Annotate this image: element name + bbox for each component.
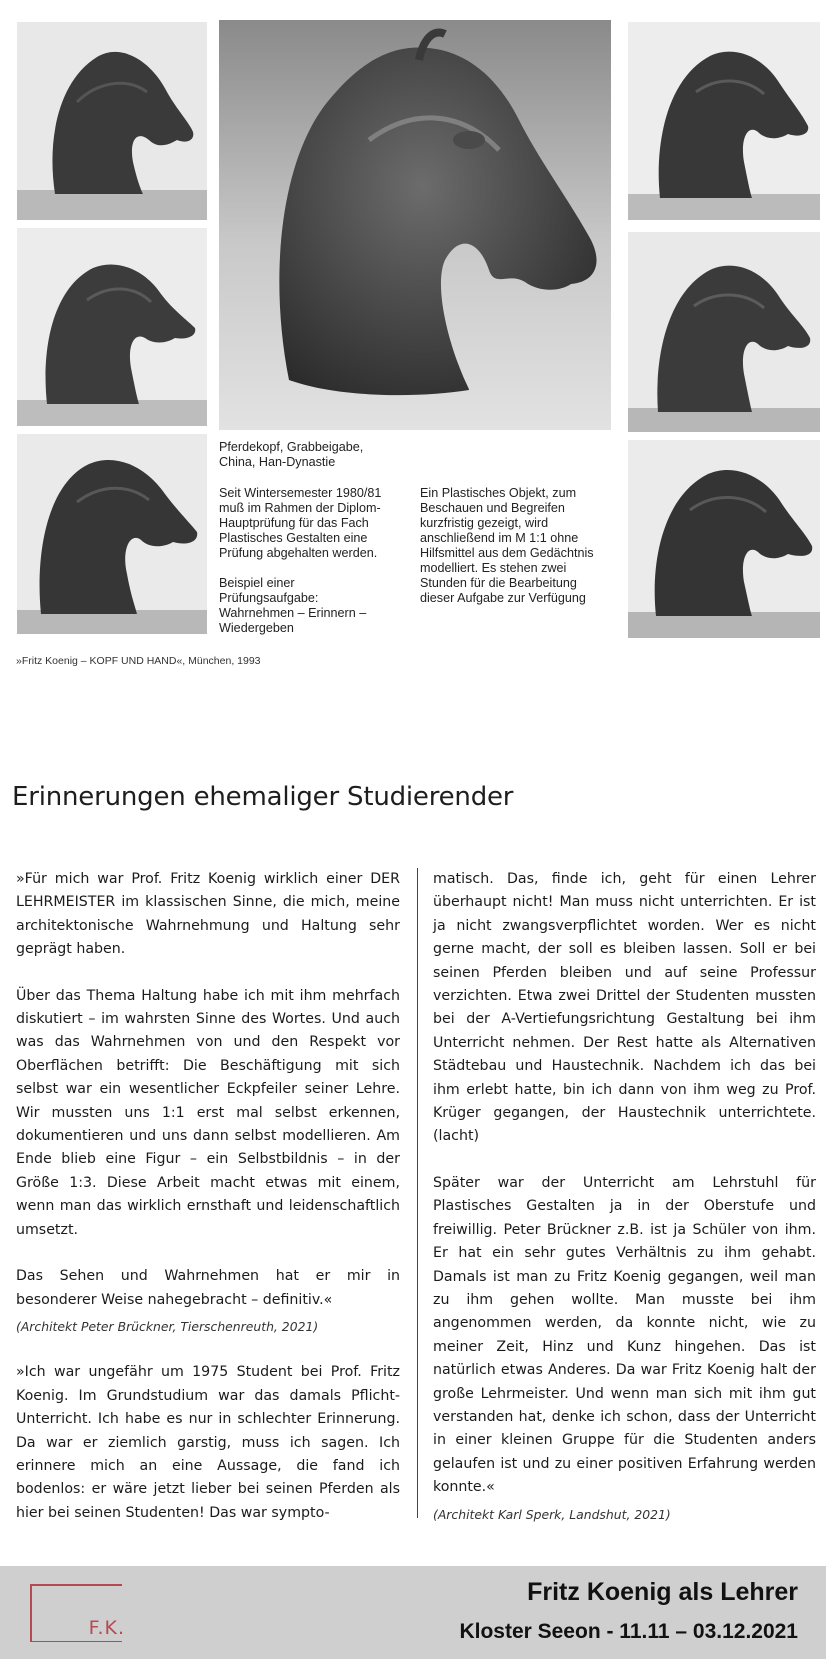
column-divider [417, 868, 418, 1518]
logo-frame-line [30, 1584, 32, 1642]
right-text-column [433, 868, 816, 1549]
left-text-column [16, 868, 400, 1548]
horse-head-study-photo [628, 22, 820, 220]
section-heading: Erinnerungen ehemaliger Studierender [12, 782, 514, 812]
exhibition-venue-dates: Kloster Seeon - 11.11 – 03.12.2021 [459, 1620, 798, 1643]
image-source-credit: »Fritz Koenig – KOPF UND HAND«, München, 1993 [16, 655, 261, 667]
horse-head-study-photo [628, 440, 820, 638]
quote-paragraph: Über das Thema Haltung habe ich mit ihm mehrfach diskutiert – im wahrsten Sinne des Wortes. Und auch was das Wahrnehmen von und den Respekt vor Oberflächen betrifft: Die Beschäftigung mit sich selbst war ein wesentlicher Eckpfeiler seiner Lehre. Wir mussten uns 1:1 erst mal selbst erkennen, dokumentieren und uns dann selbst modellieren. Am Ende blieb eine Figur – ein Selbstbildnis – in der Größe 1:3. Diese Arbeit macht etwas mit einem, wenn man das wirklich ernsthaft und leidenschaftlich umsetzt. [16, 987, 400, 1238]
footer-banner [0, 1566, 826, 1659]
quote-paragraph: »Für mich war Prof. Fritz Koenig wirklich einer DER LEHRMEISTER im klassischen Sinne, die mich, meine architektonische Wahrnehmung und Haltung sehr geprägt haben. [16, 871, 400, 958]
quote-citation: (Architekt Peter Brückner, Tierschenreuth, 2021) [16, 1318, 319, 1334]
logo-frame-line [30, 1584, 122, 1586]
plate-caption-title: Pferdekopf, Grabbeigabe, China, Han-Dynastie [219, 440, 364, 469]
logo-frame-line [30, 1641, 122, 1643]
fk-logo [30, 1584, 125, 1642]
horse-head-study-photo [17, 434, 207, 634]
quote-paragraph: »Ich war ungefähr um 1975 Student bei Prof. Fritz Koenig. Im Grundstudium war das damals Pflicht-Unterricht. Ich habe es nur in schlechter Erinnerung. Da war er ziemlich garstig, muss ich sagen. Ich erinnere mich an eine Aussage, die fand ich bodenlos: er wäre jetzt lieber bei seinen Pferden als hier bei seinen Studenten! Das war sympto- [16, 1364, 400, 1521]
quote-paragraph: Das Sehen und Wahrnehmen hat er mir in besonderer Weise nahegebracht – definitiv.« [16, 1268, 400, 1308]
exhibition-title: Fritz Koenig als Lehrer [527, 1578, 798, 1606]
quote-paragraph: matisch. Das, finde ich, geht für einen Lehrer überhaupt nicht! Man muss nicht unterrichten. Er ist ja nicht zwangsverpflichtet worden. Wer es nicht gerne macht, der soll es bleiben lassen. Soll er bei seinen Pferden bleiben und auf seine Professur verzichten. Etwa zwei Drittel der Studenten mussten bei der A-Vertiefungsrichtung Gestaltung bei ihm Unterricht nehmen. Der Rest hatte als Alternativen Städtebau und Haustechnik. Nachdem ich das bei ihm erlebt hatte, bin ich dann von ihm weg zu Prof. Krüger gegangen, der Haustechnik unterrichtete. (lacht) [433, 871, 816, 1145]
plate-caption-task-description: Ein Plastisches Objekt, zum Beschauen und Begreifen kurzfristig gezeigt, wird anschließend im M 1:1 ohne Hilfsmittel aus dem Gedächtnis modelliert. Es stehen zwei Stunden für die Bearbeitung dieser Aufgabe zur Verfügung [420, 486, 594, 605]
photo-plate [14, 20, 820, 642]
plate-caption-exam-info: Seit Wintersemester 1980/81 muß im Rahmen der Diplom- Hauptprüfung für das Fach Plastisches Gestalten eine Prüfung abgehalten werden. Beispiel einer Prüfungsaufgabe: Wahrnehmen – Erinnern – Wiedergeben [219, 486, 382, 635]
logo-initials: F.K. [88, 1617, 125, 1639]
quote-citation: (Architekt Karl Sperk, Landshut, 2021) [433, 1506, 671, 1522]
horse-head-study-photo [17, 228, 207, 426]
quote-paragraph: Später war der Unterricht am Lehrstuhl für Plastisches Gestalten ja in der Oberstufe und freiwillig. Peter Brückner z.B. ist ja Schüler von ihm. Er hat ein sehr gutes Verhältnis zu ihm gehabt. Damals ist man zu Fritz Koenig gegangen, weil man zu ihm gehen wollte. Man musste bei ihm angenommen werden, da konnte nicht, wie zu meiner Zeit, Hinz und Kunz hingehen. Das ist natürlich etwas Anderes. Da war Fritz Koenig halt der große Lehrmeister. Und wenn man sich mit ihm gut verstanden hat, denke ich schon, dass der Unterricht in einer kleinen Gruppe für die Studenten anders gelaufen ist und zu einer positiven Erfahrung werden konnte.« [433, 1174, 816, 1496]
horse-head-study-photo [17, 22, 207, 220]
han-dynasty-horse-head-photo [219, 20, 611, 430]
horse-head-study-photo [628, 232, 820, 432]
